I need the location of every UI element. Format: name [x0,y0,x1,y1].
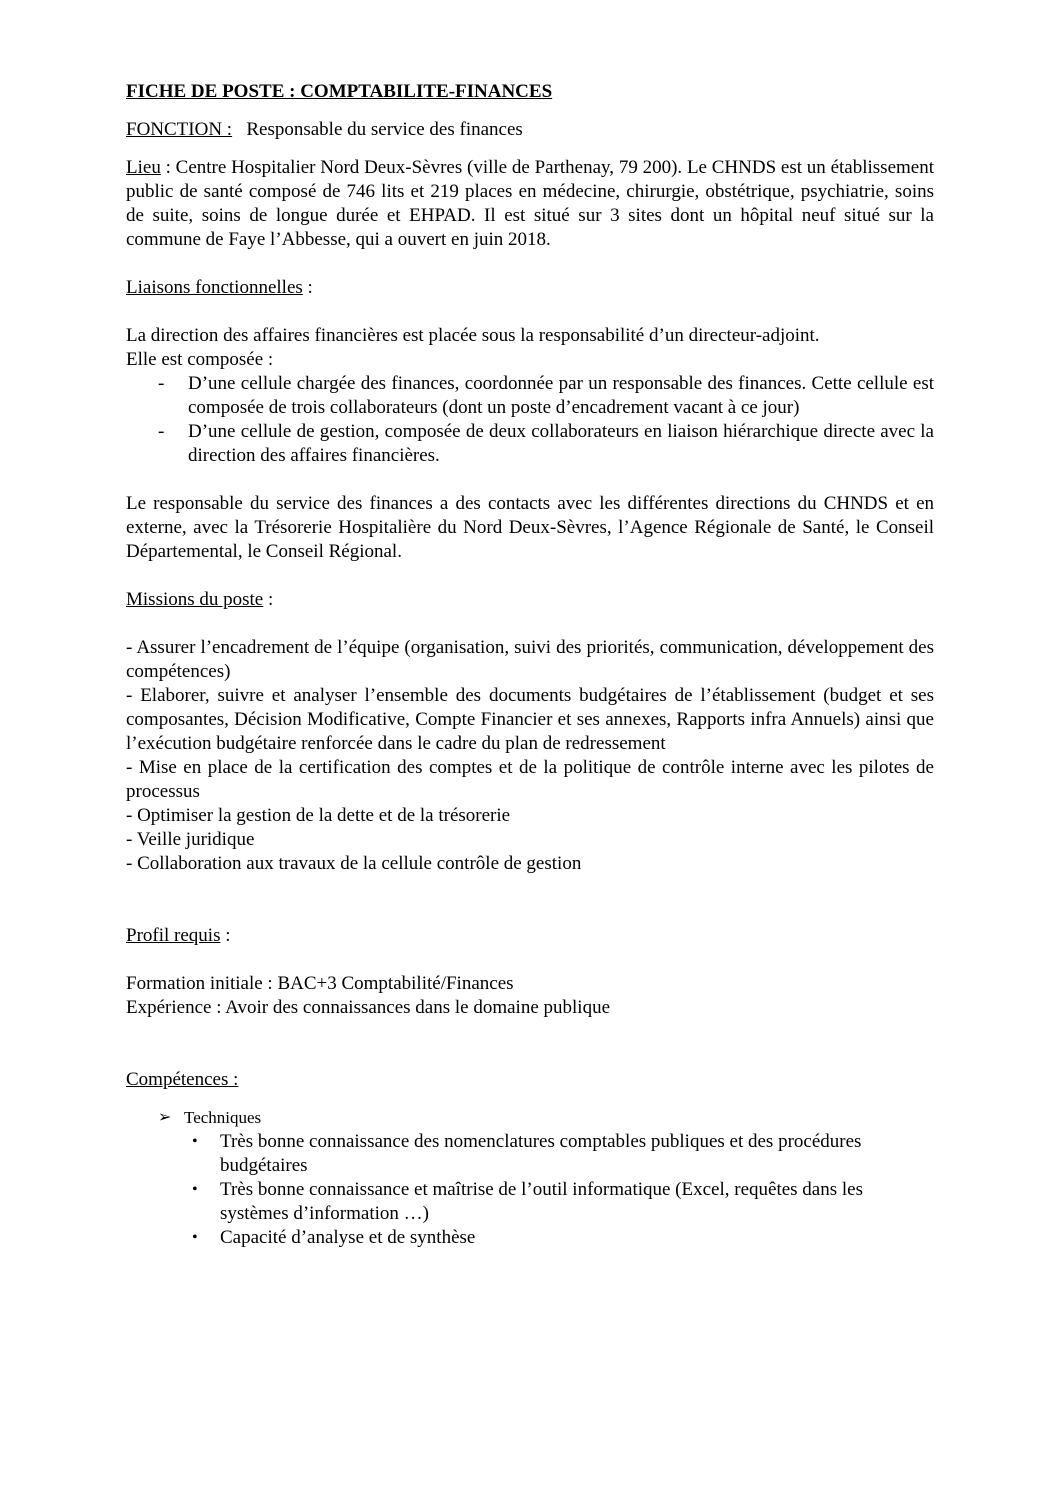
list-item: - Mise en place de la certification des comptes et de la politique de contrôle interne avec les pilotes de processus [126,757,934,802]
liaisons-list [126,372,934,468]
bullet-icon: • [192,1229,198,1246]
liaisons-heading [126,276,934,300]
profil-heading-text: Profil requis [126,925,221,946]
list-item-text: D’une cellule de gestion, composée de deux collaborateurs en liaison hiérarchique directe avec la direction des affaires financières. [188,421,934,466]
lieu-paragraph [126,156,934,252]
profil-heading-suffix: : [220,925,231,946]
experience-line: Expérience : Avoir des connaissances dans le domaine publique [126,997,610,1018]
bullet-icon: • [192,1181,198,1198]
formation-line: Formation initiale : BAC+3 Comptabilité/Finances [126,973,514,994]
list-item [190,1226,934,1250]
profil-heading [126,924,934,948]
fonction-line [126,118,934,142]
competences-group [158,1106,934,1130]
missions-heading-suffix: : [263,589,274,610]
list-item: - Veille juridique [126,829,255,850]
competences-list [126,1130,934,1250]
competences-heading-text: Compétences : [126,1069,239,1090]
competences-heading [126,1068,934,1092]
missions-heading [126,588,934,612]
competences-group-label: Techniques [184,1108,262,1127]
missions-heading-text: Missions du poste [126,589,264,610]
fonction-label: FONCTION : [126,119,233,140]
missions-list [126,636,934,876]
dash-marker: - [158,373,165,394]
dash-marker: - [158,421,165,442]
list-item: - Assurer l’encadrement de l’équipe (organisation, suivi des priorités, communication, développement des compétences) [126,637,934,682]
bullet-icon: • [192,1133,198,1150]
list-item [190,1178,934,1226]
list-item-text: Très bonne connaissance des nomenclatures comptables publiques et des procédures budgétaires [220,1131,862,1176]
liaisons-intro-1: La direction des affaires financières est placée sous la responsabilité d’un directeur-adjoint. [126,325,820,346]
lieu-text: : Centre Hospitalier Nord Deux-Sèvres (ville de Parthenay, 79 200). Le CHNDS est un établissement public de santé composé de 746 lits et 219 places en médecine, chirurgie, obstétrique, psychiatrie, soins de suite, soins de longue durée et EHPAD. Il est situé sur 3 sites dont un hôpital neuf situé sur la commune de Faye l’Abbesse, qui a ouvert en juin 2018. [126,157,934,250]
fonction-value: Responsable du service des finances [246,119,523,140]
list-item: - Optimiser la gestion de la dette et de la trésorerie [126,805,511,826]
list-item-text: Très bonne connaissance et maîtrise de l’outil informatique (Excel, requêtes dans les systèmes d’information …) [220,1179,863,1224]
lieu-label: Lieu [126,157,161,178]
list-item: - Collaboration aux travaux de la cellule contrôle de gestion [126,853,582,874]
document-page [126,80,934,1250]
arrow-bullet-icon: ➢ [158,1109,172,1126]
list-item-text: D’une cellule chargée des finances, coordonnée par un responsable des finances. Cette cellule est composée de trois collaborateurs (dont un poste d’encadrement vacant à ce jour) [188,373,934,418]
list-item: - Elaborer, suivre et analyser l’ensemble des documents budgétaires de l’établissement (budget et ses composantes, Décision Modificative, Compte Financier et ses annexes, Rapports infra Annuels) ainsi que l’exécution budgétaire renforcée dans le cadre du plan de redressement [126,685,934,754]
document-title: FICHE DE POSTE : COMPTABILITE-FINANCES [126,81,553,102]
liaisons-heading-suffix: : [302,277,313,298]
contacts-paragraph: Le responsable du service des finances a des contacts avec les différentes directions du CHNDS et en externe, avec la Trésorerie Hospitalière du Nord Deux-Sèvres, l’Agence Régionale de Santé, le Conseil Départemental, le Conseil Régional. [126,493,934,562]
list-item [158,420,934,468]
liaisons-heading-text: Liaisons fonctionnelles [126,277,303,298]
list-item-text: Capacité d’analyse et de synthèse [220,1227,476,1248]
list-item [158,372,934,420]
list-item [190,1130,934,1178]
liaisons-intro-2: Elle est composée : [126,349,274,370]
